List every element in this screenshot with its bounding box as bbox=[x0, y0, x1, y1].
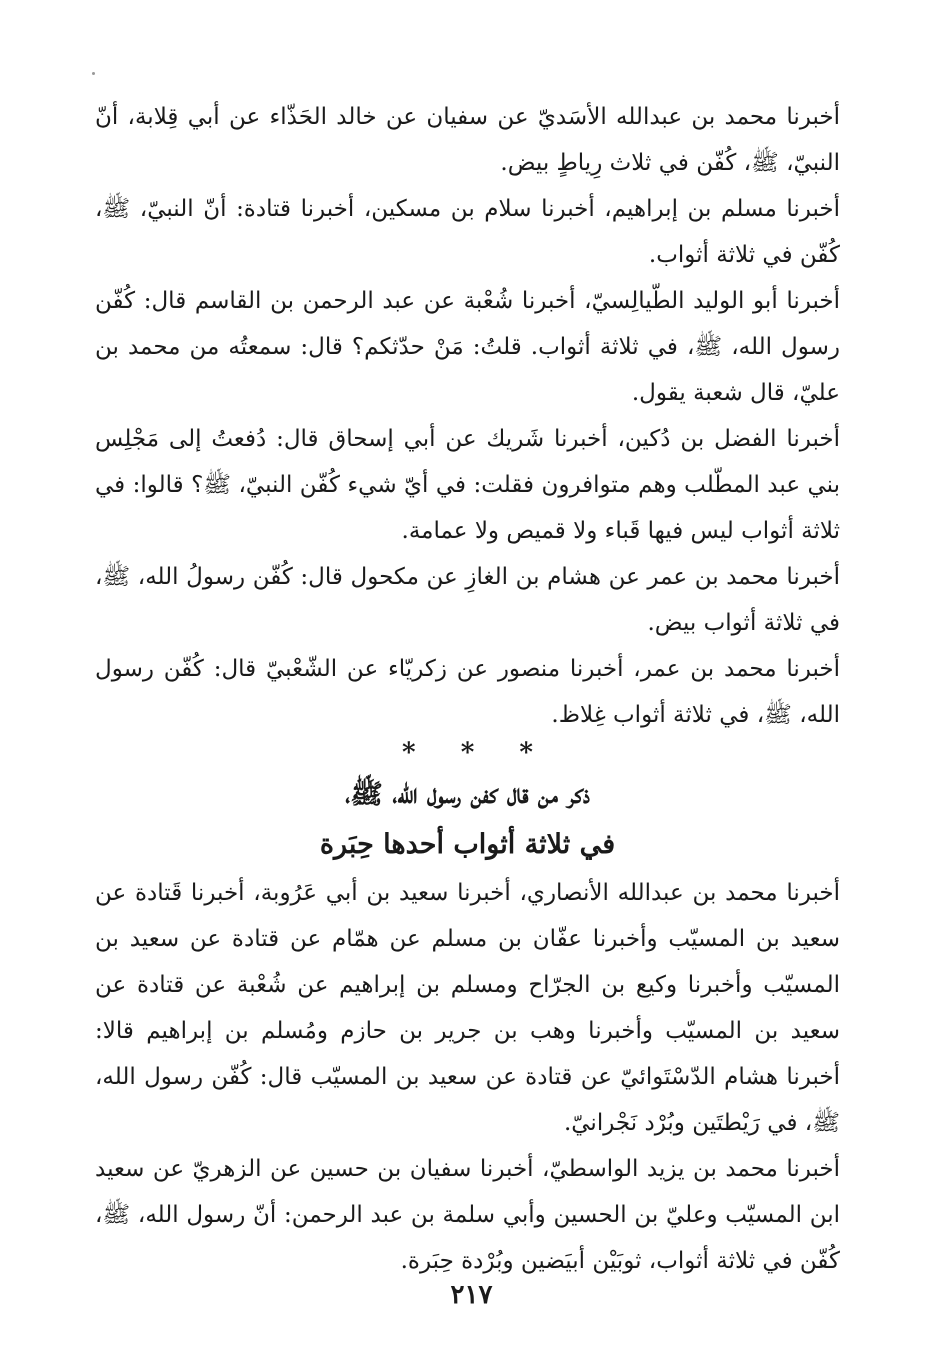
section-title-line-2: في ثلاثة أثواب أحدها حِبَرة bbox=[319, 829, 616, 860]
hadith-paragraphs-top bbox=[95, 94, 840, 738]
paragraph: أخبرنا الفضل بن دُكين، أخبرنا شَريك عن أبي إسحاق قال: دُفعتُ إلى مَجْلِس بني عبد المطّلب وهم متوافرون فقلت: في أيّ شيء كُفّن النبيّ، ﷺ؟ قالوا: في ثلاثة أثواب ليس فيها قَباء ولا قميص ولا عمامة. bbox=[95, 426, 840, 544]
paragraph: أخبرنا محمد بن عمر عن هشام بن الغازِ عن مكحول قال: كُفّن رسولُ الله، ﷺ، في ثلاثة أثواب بيض. bbox=[95, 564, 840, 636]
page-number: ٢١٧ bbox=[450, 1280, 493, 1310]
separator-stars: * * * bbox=[402, 738, 533, 768]
paragraph: أخبرنا محمد بن عبدالله الأنصاري، أخبرنا سعيد بن أبي عَرُوبة، أخبرنا قَتادة عن سعيد بن المسيّب وأخبرنا عفّان بن مسلم عن همّام عن قتادة عن سعيد بن المسيّب وأخبرنا وكيع بن الجرّاح ومسلم بن إبراهيم عن شُعْبة عن قتادة عن سعيد بن المسيّب وأخبرنا وهب بن جرير بن حازم ومُسلم بن إبراهيم قالا: أخبرنا هشام الدّسْتَوائيّ عن قتادة عن سعيد بن المسيّب قال: كُفّن رسول الله، ﷺ، في رَيْطتَين وبُرْد نَجْرانيّ. bbox=[95, 880, 840, 1136]
section-title-line-1: ذكر من قال كفن رسول الله، ﷺ، bbox=[345, 779, 590, 810]
paragraph: أخبرنا محمد بن يزيد الواسطيّ، أخبرنا سفيان بن حسين عن الزهريّ عن سعيد ابن المسيّب وعليّ بن الحسين وأبي سلمة بن عبد الرحمن: أنّ رسول الله، ﷺ، كُفّن في ثلاثة أثواب، ثوبَيْن أبيَضين وبُرْدة حِبَرة. bbox=[95, 1156, 840, 1274]
paragraph: أخبرنا أبو الوليد الطّيالِسيّ، أخبرنا شُعْبة عن عبد الرحمن بن القاسم قال: كُفّن رسول الله، ﷺ، في ثلاثة أثواب. قلتُ: مَنْ حدّثكم؟ قال: سمعتُه من محمد بن عليّ، قال شعبة يقول. bbox=[95, 288, 840, 406]
section-heading bbox=[95, 736, 840, 870]
hadith-paragraphs-bottom bbox=[95, 870, 840, 1284]
paragraph: أخبرنا محمد بن عبدالله الأسَديّ عن سفيان عن خالد الحَذّاء عن أبي قِلابة، أنّ النبيّ، ﷺ، كُفّن في ثلاث رِياطٍ بيض. bbox=[95, 104, 840, 176]
paragraph: أخبرنا مسلم بن إبراهيم، أخبرنا سلام بن مسكين، أخبرنا قتادة: أنّ النبيّ، ﷺ، كُفّن في ثلاثة أثواب. bbox=[95, 196, 840, 268]
margin-mark bbox=[92, 72, 95, 75]
paragraph: أخبرنا محمد بن عمر، أخبرنا منصور عن زكريّاء عن الشّعْبيّ قال: كُفّن رسول الله، ﷺ، في ثلاثة أثواب غِلاظ. bbox=[95, 656, 840, 728]
